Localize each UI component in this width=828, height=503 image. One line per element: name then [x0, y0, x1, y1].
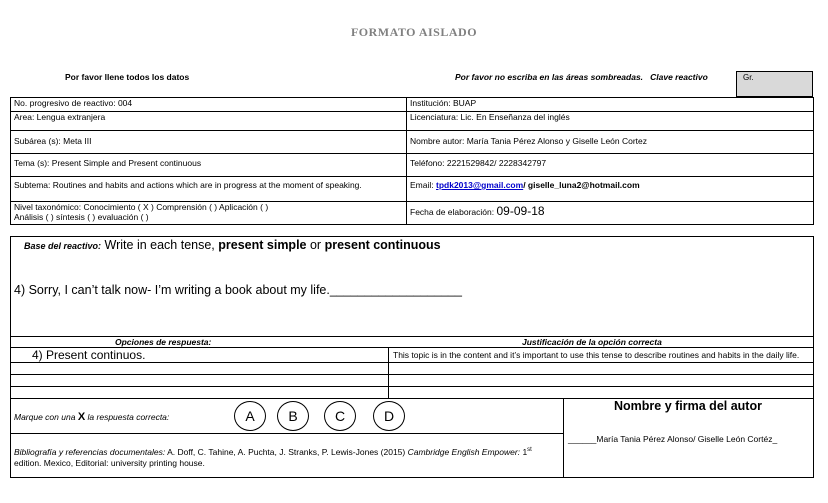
justification-text: This topic is in the content and it’s important to use this tense to describe routines and habits in the daily life.: [393, 350, 800, 360]
marque-x: X: [77, 411, 86, 423]
email-link-1[interactable]: tpdk2013@gmail.com: [436, 180, 524, 190]
table-divider: [406, 97, 407, 225]
shaded-area-text: Por favor no escriba en las áreas sombreadas.: [455, 72, 644, 82]
marque-label-b: la respuesta correcta:: [87, 412, 170, 422]
table-border: [813, 97, 814, 225]
table-divider: [10, 433, 563, 434]
shaded-area-note: [455, 72, 708, 82]
table-border: [10, 337, 11, 478]
base-text-c: or: [309, 238, 322, 252]
email-2: / giselle_luna2@hotmail.com: [523, 180, 640, 190]
table-divider: [10, 386, 814, 387]
base-text-b: present simple: [218, 238, 307, 252]
tema-field: Tema (s): Present Simple and Present continuous: [14, 158, 202, 168]
fill-all-note: Por favor llene todos los datos: [65, 72, 190, 82]
table-border: [10, 224, 814, 225]
nivel-line-1: Nivel taxonómico: Conocimiento ( X ) Comprensión ( ) Aplicación ( ): [14, 202, 269, 212]
progresivo-field: No. progresivo de reactivo: 004: [14, 98, 133, 108]
base-instruction: [24, 238, 441, 252]
base-label: Base del reactivo:: [24, 241, 102, 251]
options-header: Opciones de respuesta:: [115, 337, 212, 347]
table-divider: [10, 362, 814, 363]
subarea-field: Subárea (s): Meta III: [14, 136, 92, 146]
base-text-d: present continuous: [324, 238, 441, 252]
fecha-value: 09-09-18: [496, 204, 545, 218]
table-divider: [10, 130, 814, 131]
nivel-line-2: Análisis ( ) síntesis ( ) evaluación ( ): [14, 212, 149, 222]
biblio-italic: Cambridge English Empower:: [407, 446, 521, 457]
autor-field: Nombre autor: María Tania Pérez Alonso y Giselle León Cortez: [410, 136, 648, 146]
table-border: [10, 477, 814, 478]
area-field: Area: Lengua extranjera: [14, 112, 106, 122]
biblio-text-2: edition. Mexico, Editorial: university printing house.: [14, 457, 205, 468]
biblio-edition-sup: st: [527, 447, 532, 453]
table-divider: [10, 374, 814, 375]
biblio-text-1: A. Doff, C. Tahine, A. Puchta, J. Stranks, P. Lewis-Jones (2015): [167, 446, 406, 457]
document-title: FORMATO AISLADO: [350, 25, 478, 39]
email-field: [410, 180, 640, 190]
marque-label: [14, 411, 169, 423]
table-divider: [10, 153, 814, 154]
answer-text: 4) Present continuos.: [32, 348, 146, 362]
bibliography: [14, 445, 554, 469]
question-text: 4) Sorry, I can’t talk now- I’m writing a book about my life.___________________: [14, 283, 462, 297]
choice-d[interactable]: D: [373, 401, 405, 431]
clave-label: Clave reactivo: [650, 72, 708, 82]
licenciatura-field: Licenciatura: Lic. En Enseñanza del inglés: [410, 112, 570, 122]
table-border: [813, 337, 814, 478]
marque-label-a: Marque con una: [14, 412, 76, 422]
base-text-a: Write in each tense,: [104, 238, 215, 252]
author-signature-line: ______María Tania Pérez Alonso/ Giselle León Cortéz_: [568, 434, 778, 444]
biblio-edition-num: 1: [522, 446, 528, 457]
author-signature-title: Nombre y firma del autor: [614, 399, 762, 413]
table-divider: [388, 347, 389, 398]
biblio-label: Bibliografía y referencias documentales:: [14, 446, 166, 457]
telefono-field: Teléfono: 2221529842/ 2228342797: [410, 158, 547, 168]
table-border: [10, 97, 11, 225]
table-divider: [10, 176, 814, 177]
clave-reactivo-box: Gr.: [736, 71, 813, 97]
email-label: Email:: [410, 180, 434, 190]
subtema-field: Subtema: Routines and habits and actions which are in progress at the moment of speaking.: [14, 180, 362, 190]
fecha-label: Fecha de elaboración:: [410, 207, 495, 217]
fecha-field: [410, 206, 545, 217]
institucion-field: Institución: BUAP: [410, 98, 477, 108]
choice-b[interactable]: B: [277, 401, 309, 431]
choice-c[interactable]: C: [324, 401, 356, 431]
choice-a[interactable]: A: [234, 401, 266, 431]
justification-header: Justificación de la opción correcta: [522, 337, 662, 347]
